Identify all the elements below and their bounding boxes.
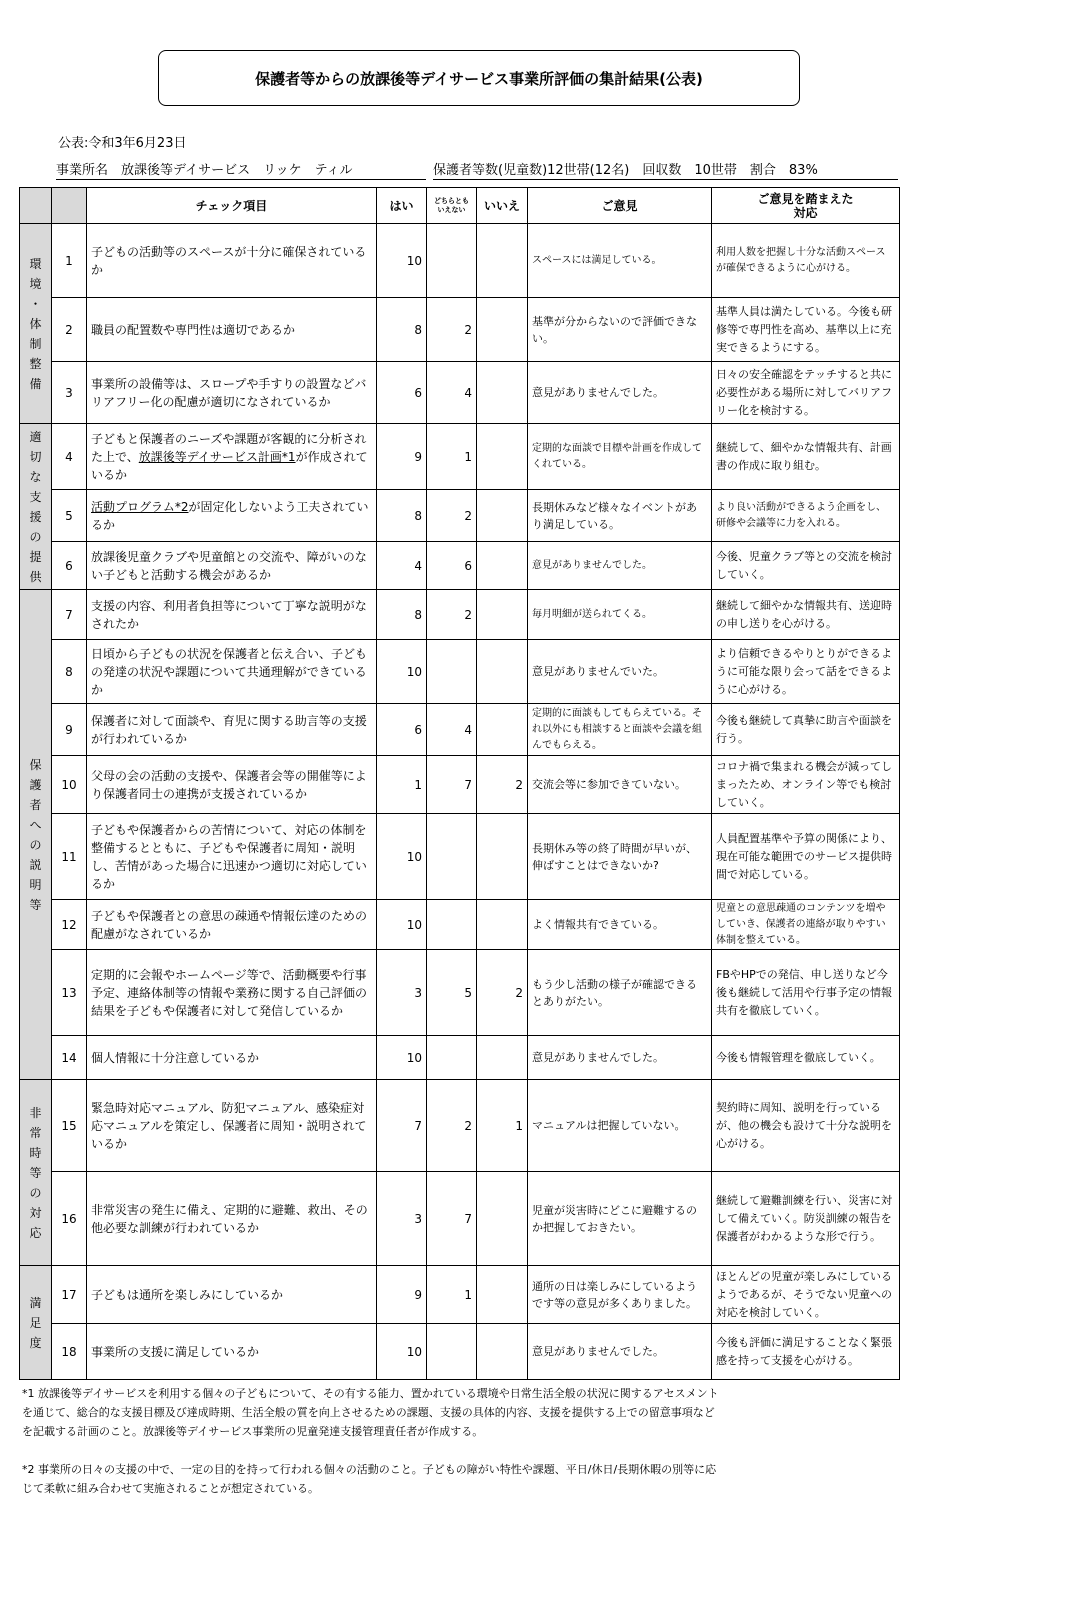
row-number: 2 bbox=[52, 298, 87, 362]
plan-footnote-link: 放課後等デイサービス計画*1 bbox=[138, 449, 296, 464]
count-yes: 6 bbox=[377, 362, 427, 424]
check-item: 活動プログラム*2が固定化しないよう工夫されているか bbox=[87, 490, 377, 542]
response: 今後、児童クラブ等との交流を検討していく。 bbox=[712, 542, 900, 590]
check-item: 子どもは通所を楽しみにしているか bbox=[87, 1266, 377, 1324]
count-neither: 2 bbox=[427, 1080, 477, 1172]
row-number: 6 bbox=[52, 542, 87, 590]
opinion: 意見がありませんでした。 bbox=[528, 542, 712, 590]
count-yes: 6 bbox=[377, 704, 427, 756]
check-item: 非常災害の発生に備え、定期的に避難、救出、その他必要な訓練が行われているか bbox=[87, 1172, 377, 1266]
opinion: 毎月明細が送られてくる。 bbox=[528, 590, 712, 640]
count-yes: 1 bbox=[377, 756, 427, 814]
opinion: 定期的に面談もしてもらえている。それ以外にも相談すると面談や会議を組んでもらえる。 bbox=[528, 704, 712, 756]
count-no bbox=[477, 424, 528, 490]
opinion: 基準が分からないので評価できない。 bbox=[528, 298, 712, 362]
opinion: 通所の日は楽しみにしているようです等の意見が多くありました。 bbox=[528, 1266, 712, 1324]
header-item: チェック項目 bbox=[87, 188, 377, 224]
count-no bbox=[477, 590, 528, 640]
table-header-row bbox=[20, 188, 900, 224]
table-row bbox=[20, 1266, 900, 1324]
table-row bbox=[20, 756, 900, 814]
count-neither: 7 bbox=[427, 756, 477, 814]
row-number: 10 bbox=[52, 756, 87, 814]
header-opinion: ご意見 bbox=[528, 188, 712, 224]
category-satisfaction: 満 足 度 bbox=[20, 1266, 52, 1380]
count-yes: 4 bbox=[377, 542, 427, 590]
count-yes: 10 bbox=[377, 1324, 427, 1380]
response: 継続して、細やかな情報共有、計画書の作成に取り組む。 bbox=[712, 424, 900, 490]
category-guardian: 保 護 者 へ の 説 明 等 bbox=[20, 590, 52, 1080]
category-environment: 環 境 ・ 体 制 整 備 bbox=[20, 224, 52, 424]
count-yes: 3 bbox=[377, 1172, 427, 1266]
count-yes: 10 bbox=[377, 640, 427, 704]
count-neither: 7 bbox=[427, 1172, 477, 1266]
header-yes: はい bbox=[377, 188, 427, 224]
opinion: スペースには満足している。 bbox=[528, 224, 712, 298]
opinion: 児童が災害時にどこに避難するのか把握しておきたい。 bbox=[528, 1172, 712, 1266]
respondent-info: 保護者等数(児童数)12世帯(12名) 回収数 10世帯 割合 83% bbox=[433, 163, 898, 180]
opinion: 意見がありませんでした。 bbox=[528, 1036, 712, 1080]
response: ほとんどの児童が楽しみにしているようであるが、そうでない児童への対応を検討していく。 bbox=[712, 1266, 900, 1324]
count-yes: 10 bbox=[377, 224, 427, 298]
check-item: 父母の会の活動の支援や、保護者会等の開催等により保護者同士の連携が支援されているか bbox=[87, 756, 377, 814]
count-neither: 6 bbox=[427, 542, 477, 590]
count-neither: 1 bbox=[427, 424, 477, 490]
response: 今後も評価に満足することなく緊張感を持って支援を心がける。 bbox=[712, 1324, 900, 1380]
row-number: 9 bbox=[52, 704, 87, 756]
response: 利用人数を把握し十分な活動スペースが確保できるように心がける。 bbox=[712, 224, 900, 298]
count-no bbox=[477, 362, 528, 424]
table-row bbox=[20, 640, 900, 704]
count-neither bbox=[427, 1036, 477, 1080]
table-row bbox=[20, 298, 900, 362]
response: コロナ禍で集まれる機会が減ってしまったため、オンライン等でも検討していく。 bbox=[712, 756, 900, 814]
check-item: 保護者に対して面談や、育児に関する助言等の支援が行われているか bbox=[87, 704, 377, 756]
facility-info: 事業所名 放課後等デイサービス リッケ ティル bbox=[56, 163, 426, 180]
response: 児童との意思疎通のコンテンツを増やしていき、保護者の連絡が取りやすい体制を整えている。 bbox=[712, 900, 900, 950]
count-no bbox=[477, 704, 528, 756]
check-item: 支援の内容、利用者負担等について丁寧な説明がなされたか bbox=[87, 590, 377, 640]
opinion: 意見がありませんでした。 bbox=[528, 362, 712, 424]
response: FBやHPでの発信、申し送りなど今後も継続して活用や行事予定の情報共有を徹底していく。 bbox=[712, 950, 900, 1036]
opinion: 交流会等に参加できていない。 bbox=[528, 756, 712, 814]
table-row bbox=[20, 424, 900, 490]
count-neither bbox=[427, 900, 477, 950]
table-row bbox=[20, 224, 900, 298]
count-no bbox=[477, 1172, 528, 1266]
header-response: ご意見を踏まえた 対応 bbox=[712, 188, 900, 224]
count-yes: 8 bbox=[377, 590, 427, 640]
count-neither: 2 bbox=[427, 590, 477, 640]
count-no bbox=[477, 1324, 528, 1380]
response: 人員配置基準や予算の関係により、現在可能な範囲でのサービス提供時間で対応している。 bbox=[712, 814, 900, 900]
row-number: 8 bbox=[52, 640, 87, 704]
opinion: 意見がありませんでした。 bbox=[528, 1324, 712, 1380]
row-number: 13 bbox=[52, 950, 87, 1036]
response: 継続して避難訓練を行い、災害に対して備えていく。防災訓練の報告を保護者がわかるような形で行う。 bbox=[712, 1172, 900, 1266]
header-number bbox=[52, 188, 87, 224]
count-no bbox=[477, 900, 528, 950]
count-no bbox=[477, 224, 528, 298]
header-no: いいえ bbox=[477, 188, 528, 224]
publication-date: 公表:令和3年6月23日 bbox=[58, 136, 187, 151]
row-number: 4 bbox=[52, 424, 87, 490]
row-number: 7 bbox=[52, 590, 87, 640]
count-neither bbox=[427, 814, 477, 900]
count-neither: 1 bbox=[427, 1266, 477, 1324]
count-yes: 8 bbox=[377, 490, 427, 542]
row-number: 11 bbox=[52, 814, 87, 900]
count-yes: 10 bbox=[377, 814, 427, 900]
count-no bbox=[477, 542, 528, 590]
count-yes: 10 bbox=[377, 1036, 427, 1080]
count-yes: 9 bbox=[377, 424, 427, 490]
count-no: 2 bbox=[477, 756, 528, 814]
evaluation-table bbox=[19, 187, 900, 1380]
header-neither: どちらとも いえない bbox=[427, 188, 477, 224]
check-item: 放課後児童クラブや児童館との交流や、障がいのない子どもと活動する機会があるか bbox=[87, 542, 377, 590]
check-item: 子どもの活動等のスペースが十分に確保されているか bbox=[87, 224, 377, 298]
row-number: 5 bbox=[52, 490, 87, 542]
table-row bbox=[20, 490, 900, 542]
count-neither: 4 bbox=[427, 704, 477, 756]
check-item: 日頃から子どもの状況を保護者と伝え合い、子どもの発達の状況や課題について共通理解ができているか bbox=[87, 640, 377, 704]
response: 継続して細やかな情報共有、送迎時の申し送りを心がける。 bbox=[712, 590, 900, 640]
count-no bbox=[477, 640, 528, 704]
count-yes: 8 bbox=[377, 298, 427, 362]
table-row bbox=[20, 590, 900, 640]
header-category bbox=[20, 188, 52, 224]
row-number: 3 bbox=[52, 362, 87, 424]
count-no bbox=[477, 298, 528, 362]
response: より良い活動ができるよう企画をし、研修や会議等に力を入れる。 bbox=[712, 490, 900, 542]
check-item: 事業所の設備等は、スロープや手すりの設置などバリアフリー化の配慮が適切になされているか bbox=[87, 362, 377, 424]
table-row bbox=[20, 1324, 900, 1380]
category-emergency: 非 常 時 等 の 対 応 bbox=[20, 1080, 52, 1266]
count-neither: 4 bbox=[427, 362, 477, 424]
count-neither bbox=[427, 640, 477, 704]
count-yes: 9 bbox=[377, 1266, 427, 1324]
response: 今後も情報管理を徹底していく。 bbox=[712, 1036, 900, 1080]
count-no bbox=[477, 490, 528, 542]
opinion: 意見がありませんでいた。 bbox=[528, 640, 712, 704]
table-row bbox=[20, 1172, 900, 1266]
row-number: 17 bbox=[52, 1266, 87, 1324]
page-title: 保護者等からの放課後等デイサービス事業所評価の集計結果(公表) bbox=[158, 50, 800, 106]
response: 日々の安全確認をテッチすると共に必要性がある場所に対してバリアフリー化を検討する。 bbox=[712, 362, 900, 424]
count-neither: 5 bbox=[427, 950, 477, 1036]
check-item: 子どもや保護者との意思の疎通や情報伝達のための配慮がなされているか bbox=[87, 900, 377, 950]
check-item: 子どもと保護者のニーズや課題が客観的に分析された上で、放課後等デイサービス計画*1が作成されているか bbox=[87, 424, 377, 490]
check-item: 定期的に会報やホームページ等で、活動概要や行事予定、連絡体制等の情報や業務に関する自己評価の結果を子どもや保護者に対して発信しているか bbox=[87, 950, 377, 1036]
check-item: 緊急時対応マニュアル、防犯マニュアル、感染症対応マニュアルを策定し、保護者に周知・説明されているか bbox=[87, 1080, 377, 1172]
table-row bbox=[20, 542, 900, 590]
row-number: 14 bbox=[52, 1036, 87, 1080]
count-neither: 2 bbox=[427, 298, 477, 362]
check-item: 職員の配置数や専門性は適切であるか bbox=[87, 298, 377, 362]
footnote-1: *1 放課後等デイサービスを利用する個々の子どもについて、その有する能力、置かれている環境や日常生活全般の状況に関するアセスメントを通じて、総合的な支援目標及び達成時期、生活全般の質を向上させるための課題、支援の具体的内容、支援を提供する上での留意事項などを記載する計画のこと。放課後等デイサービス事業所の児童発達支援管理責任者が作成する。 bbox=[22, 1387, 719, 1438]
response: 今後も継続して真摯に助言や面談を行う。 bbox=[712, 704, 900, 756]
count-neither bbox=[427, 224, 477, 298]
response: 契約時に周知、説明を行っているが、他の機会も設けて十分な説明を心がける。 bbox=[712, 1080, 900, 1172]
table-row bbox=[20, 1036, 900, 1080]
count-no: 1 bbox=[477, 1080, 528, 1172]
check-item: 個人情報に十分注意しているか bbox=[87, 1036, 377, 1080]
response: 基準人員は満たしている。今後も研修等で専門性を高め、基準以上に充実できるようにする。 bbox=[712, 298, 900, 362]
count-yes: 7 bbox=[377, 1080, 427, 1172]
table-row bbox=[20, 900, 900, 950]
opinion: 定期的な面談で目標や計画を作成してくれている。 bbox=[528, 424, 712, 490]
table-row bbox=[20, 814, 900, 900]
count-yes: 10 bbox=[377, 900, 427, 950]
table-row bbox=[20, 950, 900, 1036]
row-number: 18 bbox=[52, 1324, 87, 1380]
count-no bbox=[477, 1266, 528, 1324]
count-no: 2 bbox=[477, 950, 528, 1036]
opinion: 長期休み等の終了時間が早いが、伸ばすことはできないか? bbox=[528, 814, 712, 900]
table-row bbox=[20, 362, 900, 424]
opinion: よく情報共有できている。 bbox=[528, 900, 712, 950]
opinion: マニュアルは把握していない。 bbox=[528, 1080, 712, 1172]
count-no bbox=[477, 1036, 528, 1080]
table-row bbox=[20, 1080, 900, 1172]
row-number: 16 bbox=[52, 1172, 87, 1266]
check-item: 事業所の支援に満足しているか bbox=[87, 1324, 377, 1380]
count-yes: 3 bbox=[377, 950, 427, 1036]
footnote-2: *2 事業所の日々の支援の中で、一定の目的を持って行われる個々の活動のこと。子どもの障がい特性や課題、平日/休日/長期休暇の別等に応じて柔軟に組み合わせて実施されることが想定されている。 bbox=[22, 1463, 717, 1495]
count-neither: 2 bbox=[427, 490, 477, 542]
check-item: 子どもや保護者からの苦情について、対応の体制を整備するとともに、子どもや保護者に周知・説明し、苦情があった場合に迅速かつ適切に対応しているか bbox=[87, 814, 377, 900]
category-support: 適 切 な 支 援 の 提 供 bbox=[20, 424, 52, 590]
row-number: 15 bbox=[52, 1080, 87, 1172]
count-no bbox=[477, 814, 528, 900]
opinion: 長期休みなど様々なイベントがあり満足している。 bbox=[528, 490, 712, 542]
table-row bbox=[20, 704, 900, 756]
row-number: 12 bbox=[52, 900, 87, 950]
opinion: もう少し活動の様子が確認できるとありがたい。 bbox=[528, 950, 712, 1036]
row-number: 1 bbox=[52, 224, 87, 298]
response: より信頼できるやりとりができるように可能な限り会って話をできるように心がける。 bbox=[712, 640, 900, 704]
count-neither bbox=[427, 1324, 477, 1380]
program-footnote-link: 活動プログラム*2 bbox=[91, 499, 189, 514]
